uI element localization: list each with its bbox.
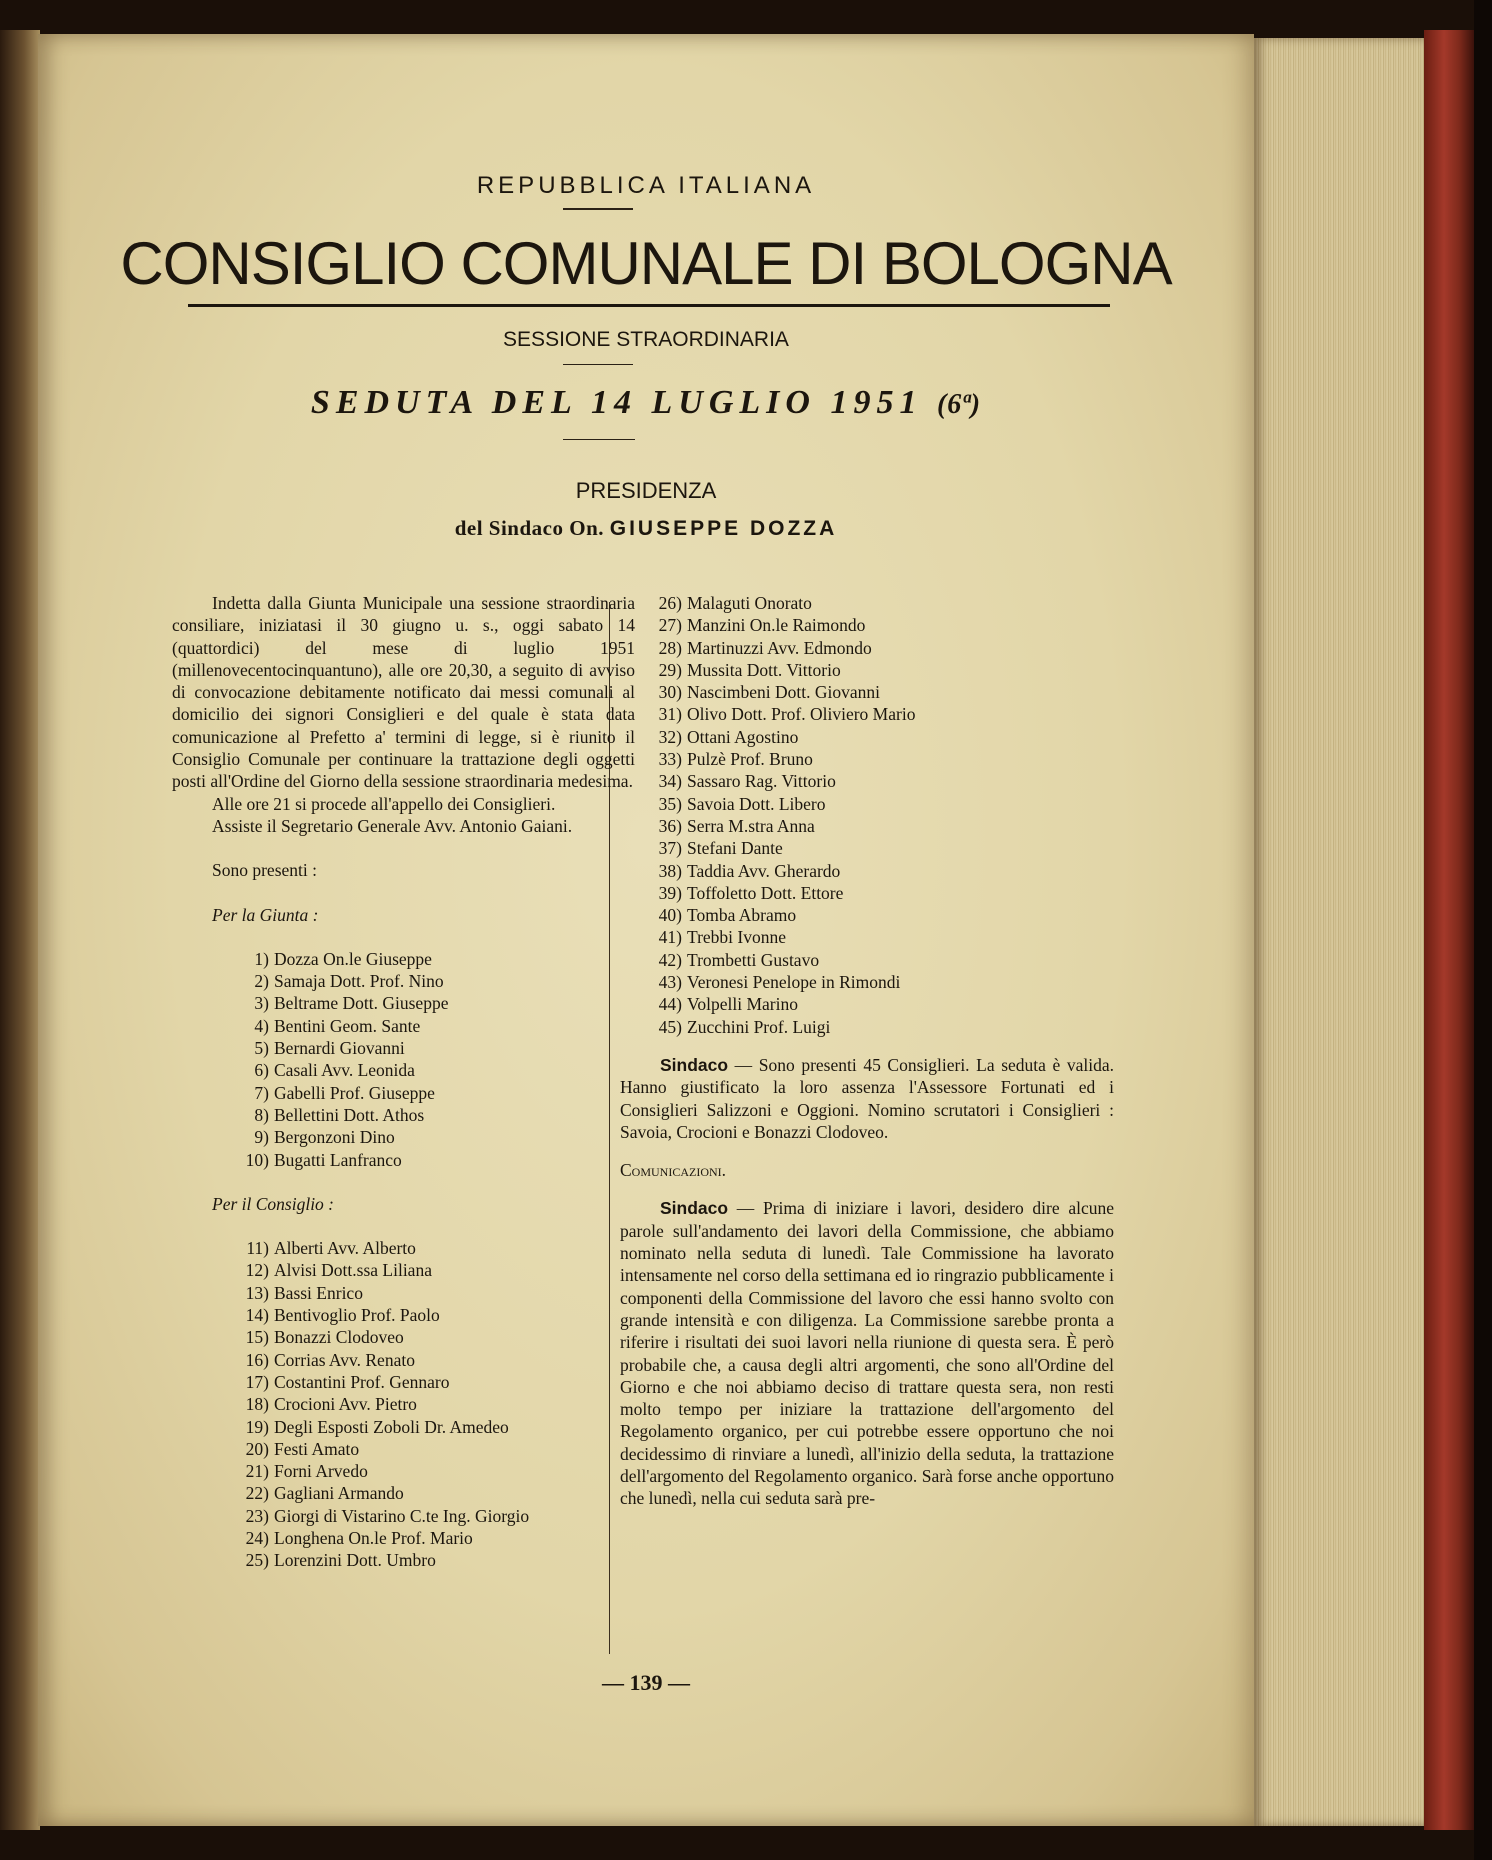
member-entry (172, 1015, 635, 1037)
member-entry (172, 1438, 635, 1460)
member-entry (620, 748, 1114, 770)
member-entry (172, 1282, 635, 1304)
member-name: Crocioni Avv. Pietro (274, 1394, 417, 1415)
member-name: Trombetti Gustavo (687, 949, 820, 970)
member-name: Dozza On.le Giuseppe (274, 948, 432, 969)
member-number: 1) (254, 948, 269, 969)
member-number: 22) (245, 1483, 269, 1504)
member-number: 34) (658, 771, 682, 792)
member-name: Taddia Avv. Gherardo (687, 860, 841, 881)
member-name: Trebbi Ivonne (687, 927, 787, 948)
member-number: 43) (658, 972, 682, 993)
mayor-name: GIUSEPPE DOZZA (609, 517, 838, 540)
sitting-heading (38, 384, 1254, 422)
member-number: 20) (245, 1438, 269, 1459)
left-column (172, 592, 635, 1572)
member-name: Bonazzi Clodoveo (274, 1327, 404, 1348)
member-name: Toffoletto Dott. Ettore (687, 882, 844, 903)
member-number: 44) (658, 994, 682, 1015)
member-name: Serra M.stra Anna (687, 815, 815, 836)
member-number: 19) (245, 1416, 269, 1437)
member-entry (620, 614, 1114, 636)
republic-heading: REPUBBLICA ITALIANA (476, 172, 816, 199)
member-name: Bassi Enrico (274, 1282, 363, 1303)
member-entry (620, 770, 1114, 792)
member-entry (172, 1505, 635, 1527)
member-number: 6) (254, 1060, 269, 1081)
member-entry (620, 681, 1114, 703)
member-number: 39) (658, 882, 682, 903)
member-entry (620, 726, 1114, 748)
section-heading-communications: Comunicazioni. (620, 1160, 727, 1181)
member-number: 13) (245, 1282, 269, 1303)
member-name: Stefani Dante (687, 838, 783, 859)
member-entry (172, 1082, 635, 1104)
consiglio-label: Per il Consiglio : (212, 1193, 335, 1214)
session-heading: SESSIONE STRAORDINARIA (503, 328, 789, 351)
member-number: 3) (254, 993, 269, 1014)
member-number: 23) (245, 1505, 269, 1526)
member-entry (172, 1037, 635, 1059)
member-number: 42) (658, 949, 682, 970)
member-entry (172, 1059, 635, 1081)
council-title: CONSIGLIO COMUNALE DI BOLOGNA (120, 230, 1172, 297)
member-entry (620, 592, 1114, 614)
member-number: 16) (245, 1349, 269, 1370)
member-entry (620, 993, 1114, 1015)
member-entry (620, 837, 1114, 859)
member-entry (620, 949, 1114, 971)
member-number: 5) (254, 1038, 269, 1059)
book-cover-right (1424, 30, 1474, 1830)
member-name: Tomba Abramo (687, 905, 797, 926)
member-number: 32) (658, 726, 682, 747)
member-name: Forni Arvedo (274, 1461, 368, 1482)
member-number: 36) (658, 815, 682, 836)
mayor-line (38, 516, 1254, 541)
member-number: 11) (246, 1238, 269, 1259)
mayor-statement-1 (620, 1054, 1114, 1143)
intro-paragraph: Indetta dalla Giunta Municipale una sessione straordinaria consiliare, iniziatasi il 30 giugno u. s., oggi sabato 14 (quattordici) del mese di luglio 1951 (millenovecentocinquantuno), alle ore 20,30, a seguito di avviso di convocazione debitamente notificato dai messi comunali al domicilio dei signori Consiglieri e del quale è stata data comunicazione al Prefetto a' termini di legge, si è riunito il Consiglio Comunale per continuare la trattazione degli oggetti posti all'Ordine del Giorno della sessione straordinaria medesima. (172, 593, 635, 792)
rule-under-republic (563, 208, 633, 210)
consiglio-list-continued (620, 592, 1114, 1038)
title-rule (188, 304, 1110, 307)
member-entry (172, 1237, 635, 1259)
background-edge (1474, 0, 1492, 1860)
member-number: 9) (254, 1127, 269, 1148)
member-name: Volpelli Marino (687, 994, 798, 1015)
member-entry (620, 882, 1114, 904)
member-number: 10) (245, 1149, 269, 1170)
giunta-list (172, 948, 635, 1171)
member-name: Malaguti Onorato (687, 593, 812, 613)
member-entry (172, 992, 635, 1014)
giunta-label: Per la Giunta : (212, 904, 319, 925)
member-entry (620, 904, 1114, 926)
member-entry (172, 1416, 635, 1438)
sitting-number: (6ª) (936, 389, 982, 420)
member-entry (620, 926, 1114, 948)
member-name: Costantini Prof. Gennaro (274, 1371, 450, 1392)
member-entry (172, 1460, 635, 1482)
member-number: 30) (658, 682, 682, 703)
member-number: 41) (658, 927, 682, 948)
member-number: 17) (245, 1371, 269, 1392)
right-column (620, 592, 1114, 1510)
member-number: 45) (658, 1016, 682, 1037)
member-name: Giorgi di Vistarino C.te Ing. Giorgio (274, 1505, 530, 1526)
mayor-prefix: del Sindaco On. (454, 516, 604, 540)
member-number: 31) (658, 704, 682, 725)
member-entry (620, 1016, 1114, 1038)
member-name: Nascimbeni Dott. Giovanni (687, 682, 880, 703)
member-name: Beltrame Dott. Giuseppe (274, 993, 449, 1014)
member-number: 37) (658, 838, 682, 859)
member-name: Pulzè Prof. Bruno (687, 749, 813, 770)
member-name: Zucchini Prof. Luigi (687, 1016, 831, 1037)
member-name: Degli Esposti Zoboli Dr. Amedeo (274, 1416, 509, 1437)
present-label: Sono presenti : (212, 860, 317, 881)
member-number: 38) (658, 860, 682, 881)
member-name: Gabelli Prof. Giuseppe (274, 1082, 435, 1103)
member-entry (172, 948, 635, 970)
member-entry (620, 971, 1114, 993)
member-number: 40) (658, 905, 682, 926)
member-name: Bergonzoni Dino (274, 1127, 395, 1148)
member-name: Sassaro Rag. Vittorio (687, 771, 836, 792)
speaker-label: Sindaco (660, 1054, 729, 1075)
member-entry (172, 1304, 635, 1326)
member-name: Gagliani Armando (274, 1483, 404, 1504)
member-name: Bugatti Lanfranco (274, 1149, 402, 1170)
member-entry (620, 815, 1114, 837)
member-number: 7) (254, 1082, 269, 1103)
member-name: Casali Avv. Leonida (274, 1060, 415, 1081)
secretary-text: Assiste il Segretario Generale Avv. Antonio Gaiani. (212, 815, 573, 836)
rule-under-sitting (563, 439, 635, 440)
member-entry (172, 1549, 635, 1571)
roll-call-text: Alle ore 21 si procede all'appello dei Consiglieri. (212, 793, 556, 814)
speaker-label: Sindaco (660, 1198, 729, 1219)
member-number: 18) (245, 1394, 269, 1415)
member-entry (172, 1349, 635, 1371)
member-name: Bentivoglio Prof. Paolo (274, 1305, 440, 1326)
member-entry (620, 637, 1114, 659)
consiglio-list (172, 1237, 635, 1571)
member-entry (172, 1527, 635, 1549)
member-number: 21) (245, 1461, 269, 1482)
member-entry (172, 1149, 635, 1171)
document-page (38, 34, 1254, 1826)
member-entry (172, 1393, 635, 1415)
sitting-date: SEDUTA DEL 14 LUGLIO 1951 (310, 384, 923, 421)
member-entry (172, 1482, 635, 1504)
member-name: Alberti Avv. Alberto (274, 1238, 416, 1259)
book-left-edge (0, 30, 40, 1830)
page-number: — 139 — (602, 1670, 690, 1695)
member-name: Savoia Dott. Libero (687, 793, 826, 814)
presidency-heading: PRESIDENZA (575, 478, 717, 503)
member-name: Bentini Geom. Sante (274, 1015, 421, 1036)
member-name: Olivo Dott. Prof. Oliviero Mario (687, 704, 916, 725)
member-name: Mussita Dott. Vittorio (687, 659, 841, 680)
member-number: 33) (658, 749, 682, 770)
statement-text: — Prima di iniziare i lavori, desidero dire alcune parole sull'andamento dei lavori della Commissione, che abbiamo nominato nella seduta di lunedì. Tale Commissione ha lavorato intensamente nel corso della settimana ed io ringrazio pubblicamente i componenti della Commissione del lavoro che essi hanno svolto con grande intensità e con diligenza. La Commissione sarebbe pronta a riferire i risultati dei suoi lavori nella riunione di questa sera. È però probabile che, a causa degli altri argomenti, che sono all'Ordine del Giorno e che noi abbiamo deciso di trattare questa sera, non resti molto tempo per iniziare la trattazione dell'argomento del Regolamento organico, per cui potrebbe essere opportuno che noi decidessimo di rinviare a lunedì, all'inizio della seduta, la trattazione dell'argomento del Regolamento organico. Sarà forse anche opportuno che lunedì, nella cui seduta sarà pre- (620, 1198, 1114, 1509)
member-number: 25) (245, 1550, 269, 1571)
member-name: Bernardi Giovanni (274, 1038, 405, 1059)
member-name: Samaja Dott. Prof. Nino (274, 971, 444, 992)
member-number: 12) (245, 1260, 269, 1281)
member-name: Veronesi Penelope in Rimondi (687, 972, 901, 993)
member-number: 8) (254, 1104, 269, 1125)
member-entry (172, 1126, 635, 1148)
member-name: Festi Amato (274, 1438, 360, 1459)
statement-text: — Sono presenti 45 Consiglieri. La seduta è valida. Hanno giustificato la loro assenza l'Assessore Fortunati ed i Consiglieri Salizzoni e Oggioni. Nomino scrutatori i Consiglieri : Savoia, Crocioni e Bonazzi Clodoveo. (620, 1054, 1114, 1142)
member-entry (172, 1259, 635, 1281)
member-number: 35) (658, 793, 682, 814)
member-name: Ottani Agostino (687, 726, 799, 747)
member-entry (620, 793, 1114, 815)
member-number: 27) (658, 615, 682, 636)
member-entry (172, 1371, 635, 1393)
member-number: 14) (245, 1305, 269, 1326)
member-name: Lorenzini Dott. Umbro (274, 1550, 436, 1571)
member-number: 29) (658, 659, 682, 680)
member-number: 15) (245, 1327, 269, 1348)
mayor-statement-2 (620, 1197, 1114, 1509)
member-entry (620, 860, 1114, 882)
rule-under-session (563, 364, 633, 365)
member-name: Martinuzzi Avv. Edmondo (687, 637, 872, 658)
member-name: Bellettini Dott. Athos (274, 1104, 425, 1125)
member-entry (172, 1104, 635, 1126)
member-number: 28) (658, 637, 682, 658)
page-block-edges (1254, 38, 1424, 1826)
member-name: Longhena On.le Prof. Mario (274, 1527, 473, 1548)
member-entry (620, 703, 1114, 725)
member-name: Manzini On.le Raimondo (687, 615, 866, 636)
member-entry (620, 659, 1114, 681)
member-name: Corrias Avv. Renato (274, 1349, 415, 1370)
member-number: 2) (254, 971, 269, 992)
member-name: Alvisi Dott.ssa Liliana (274, 1260, 432, 1281)
member-number: 24) (245, 1527, 269, 1548)
member-number: 4) (254, 1015, 269, 1036)
member-number: 26) (658, 593, 682, 613)
member-entry (172, 1326, 635, 1348)
member-entry (172, 970, 635, 992)
